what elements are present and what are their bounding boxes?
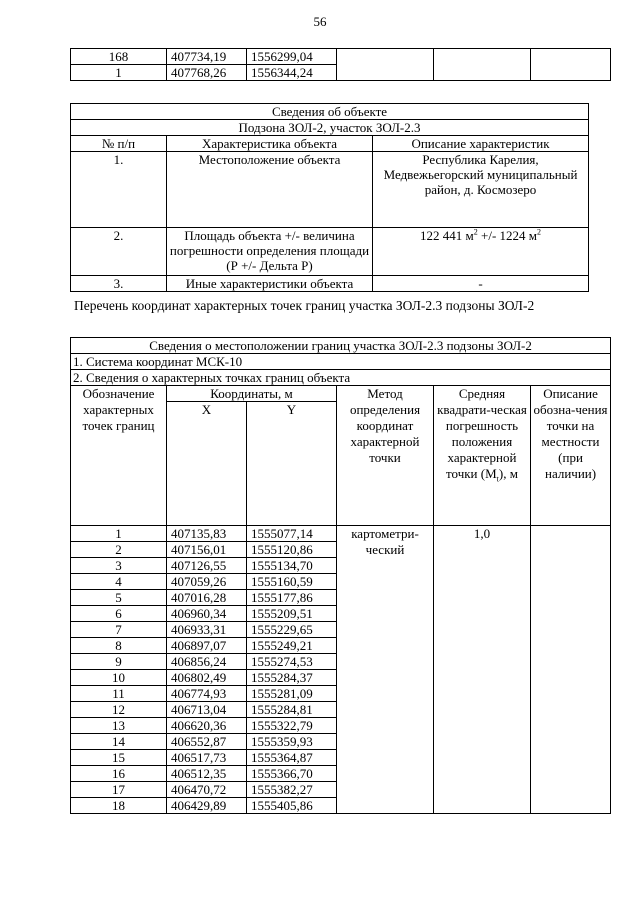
header-designation: Обозначение характерных точек границ — [71, 386, 167, 526]
coordinate-y: 1555209,51 — [247, 606, 337, 622]
point-number: 11 — [71, 686, 167, 702]
coordinate-x: 407156,01 — [167, 542, 247, 558]
point-number: 16 — [71, 766, 167, 782]
coordinate-x: 406774,93 — [167, 686, 247, 702]
point-number: 18 — [71, 798, 167, 814]
header-x: X — [167, 402, 247, 526]
object-info-table — [70, 103, 589, 292]
coordinate-x: 406856,24 — [167, 654, 247, 670]
point-number: 2 — [71, 542, 167, 558]
coordinate-y: 1555160,59 — [247, 574, 337, 590]
point-number: 17 — [71, 782, 167, 798]
coordinate-y: 1555382,27 — [247, 782, 337, 798]
point-number: 1 — [71, 526, 167, 542]
coordinate-system: 1. Система координат МСК-10 — [71, 354, 611, 370]
coordinate-y: 1555177,86 — [247, 590, 337, 606]
object-table-title: Сведения об объекте — [71, 104, 589, 120]
coordinate-x: 407768,26 — [167, 65, 247, 81]
header-num: № п/п — [71, 136, 167, 152]
empty-cell — [531, 49, 611, 81]
header-point-description: Описание обозна-чения точки на местности (при наличии) — [531, 386, 611, 526]
coordinate-y: 1556299,04 — [247, 49, 337, 65]
row-description: - — [373, 276, 589, 292]
area-value: 122 441 $м^2$ +/- 1224 $м^2$ — [373, 228, 589, 276]
coordinate-x: 406897,07 — [167, 638, 247, 654]
coordinate-x: 406960,34 — [167, 606, 247, 622]
point-number: 1 — [71, 65, 167, 81]
method-value: картометри-ческий — [337, 526, 434, 814]
coordinate-x: 406802,49 — [167, 670, 247, 686]
points-section-title: 2. Сведения о характерных точках границ объекта — [71, 370, 611, 386]
coordinate-x: 406713,04 — [167, 702, 247, 718]
empty-cell — [434, 49, 531, 81]
coordinate-y: 1555249,21 — [247, 638, 337, 654]
coordinate-x: 406552,87 — [167, 734, 247, 750]
coordinate-y: 1555405,86 — [247, 798, 337, 814]
coordinate-y: 1555134,70 — [247, 558, 337, 574]
coords-table-title: Сведения о местоположении границ участка ЗОЛ-2.3 подзоны ЗОЛ-2 — [71, 338, 611, 354]
coordinate-y: 1555274,53 — [247, 654, 337, 670]
point-number: 6 — [71, 606, 167, 622]
header-description: Описание характеристик — [373, 136, 589, 152]
point-number: 7 — [71, 622, 167, 638]
coordinate-x: 407126,55 — [167, 558, 247, 574]
row-description: Республика Карелия, Медвежьегорский муниципальный район, д. Космозеро — [373, 152, 589, 228]
row-num: 3. — [71, 276, 167, 292]
coordinate-y: 1556344,24 — [247, 65, 337, 81]
coordinates-table — [70, 337, 611, 814]
point-number: 15 — [71, 750, 167, 766]
coordinate-y: 1555359,93 — [247, 734, 337, 750]
object-table-subtitle: Подзона ЗОЛ-2, участок ЗОЛ-2.3 — [71, 120, 589, 136]
header-error: Средняя квадрати-ческая погрешность положения характерной точки $(M_t)$, м — [434, 386, 531, 526]
point-number: 168 — [71, 49, 167, 65]
point-number: 13 — [71, 718, 167, 734]
coordinate-y: 1555284,81 — [247, 702, 337, 718]
point-number: 12 — [71, 702, 167, 718]
point-description-value — [531, 526, 611, 814]
table-row — [71, 49, 611, 65]
error-value: 1,0 — [434, 526, 531, 814]
point-number: 4 — [71, 574, 167, 590]
point-number: 5 — [71, 590, 167, 606]
coordinate-x: 406933,31 — [167, 622, 247, 638]
row-characteristic: Иные характеристики объекта — [167, 276, 373, 292]
empty-cell — [337, 49, 434, 81]
coordinate-x: 406620,36 — [167, 718, 247, 734]
header-y: Y — [247, 402, 337, 526]
coords-continuation-table — [70, 48, 611, 81]
coordinate-y: 1555077,14 — [247, 526, 337, 542]
page-number: 56 — [313, 14, 327, 29]
coordinate-x: 407016,28 — [167, 590, 247, 606]
table-row — [71, 526, 611, 542]
point-number: 3 — [71, 558, 167, 574]
coordinate-y: 1555364,87 — [247, 750, 337, 766]
coordinate-y: 1555284,37 — [247, 670, 337, 686]
point-number: 14 — [71, 734, 167, 750]
coordinate-x: 406429,89 — [167, 798, 247, 814]
header-coordinates: Координаты, м — [167, 386, 337, 402]
row-num: 2. — [71, 228, 167, 276]
row-num: 1. — [71, 152, 167, 228]
row-characteristic: Местоположение объекта — [167, 152, 373, 228]
coordinate-y: 1555366,70 — [247, 766, 337, 782]
coordinates-caption: Перечень координат характерных точек границ участка ЗОЛ-2.3 подзоны ЗОЛ-2 — [74, 298, 535, 313]
point-number: 10 — [71, 670, 167, 686]
coordinate-x: 406512,35 — [167, 766, 247, 782]
point-number: 8 — [71, 638, 167, 654]
coordinate-x: 407734,19 — [167, 49, 247, 65]
coordinate-x: 406470,72 — [167, 782, 247, 798]
row-characteristic: Площадь объекта +/- величина погрешности определения площади (Р +/- Дельта Р) — [167, 228, 373, 276]
coordinate-x: 407059,26 — [167, 574, 247, 590]
coordinate-x: 406517,73 — [167, 750, 247, 766]
coordinate-y: 1555120,86 — [247, 542, 337, 558]
header-characteristic: Характеристика объекта — [167, 136, 373, 152]
coordinate-x: 407135,83 — [167, 526, 247, 542]
point-number: 9 — [71, 654, 167, 670]
coordinate-y: 1555281,09 — [247, 686, 337, 702]
header-method: Метод определения координат характерной точки — [337, 386, 434, 526]
coordinate-y: 1555322,79 — [247, 718, 337, 734]
coordinate-y: 1555229,65 — [247, 622, 337, 638]
